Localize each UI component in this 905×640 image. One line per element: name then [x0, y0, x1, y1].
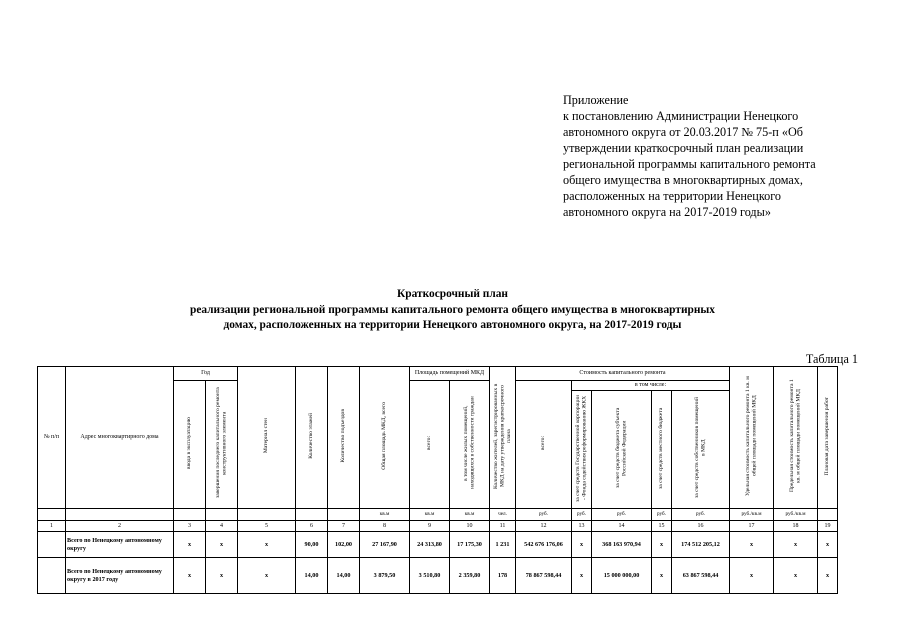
unit-cell: кв.м [410, 509, 450, 521]
unit-cell [66, 509, 174, 521]
appendix-line: общего имущества в многоквартирных домах, [563, 173, 803, 187]
header-num: № п/п [38, 367, 66, 509]
column-number: 14 [592, 521, 652, 532]
column-number: 4 [206, 521, 238, 532]
cell: 78 867 598,44 [516, 558, 572, 594]
appendix-line: автономного округа на 2017-2019 годы» [563, 205, 771, 219]
cell: x [174, 532, 206, 558]
cell: 3 879,50 [360, 558, 410, 594]
cell: 368 163 970,94 [592, 532, 652, 558]
cell: 14,00 [328, 558, 360, 594]
cell: x [730, 532, 774, 558]
unit-cell: руб. [516, 509, 572, 521]
header-cost-regional: за счет средств бюджета субъекта Российской Федерации [592, 391, 652, 509]
unit-cell [206, 509, 238, 521]
title-line-3: домах, расположенных на территории Ненецкого автономного округа, на 2017-2019 годы [223, 319, 682, 331]
header-cost-fund: за счет средств Государственной корпорации - Фонда содействия реформированию ЖКХ [572, 391, 592, 509]
table-row [38, 558, 838, 594]
cell-address: Всего по Ненецкому автономному округу в 2017 году [66, 558, 174, 594]
unit-cell [818, 509, 838, 521]
header-entrances: Количество подъездов [328, 367, 360, 509]
column-number: 19 [818, 521, 838, 532]
header-premises-total: всего: [410, 381, 450, 509]
cell: x [818, 532, 838, 558]
column-number: 2 [66, 521, 174, 532]
unit-cell [238, 509, 296, 521]
cell: x [206, 558, 238, 594]
appendix-line: к постановлению Администрации Ненецкого [563, 109, 799, 123]
column-number: 16 [672, 521, 730, 532]
column-number: 1 [38, 521, 66, 532]
header-cost-group: Стоимость капитального ремонта [516, 367, 730, 381]
cell: 1 231 [490, 532, 516, 558]
column-number: 7 [328, 521, 360, 532]
header-cost-local: за счет средств местного бюджета [652, 391, 672, 509]
appendix-line: утверждении краткосрочный план реализации [563, 141, 804, 155]
header-premises-citizens: в том числе жилых помещений, находящихся в собственности граждан [450, 381, 490, 509]
column-number: 13 [572, 521, 592, 532]
cell: x [730, 558, 774, 594]
header-total-area: Общая площадь МКД, всего [360, 367, 410, 509]
header-deadline: Плановая дата завершения работ [818, 367, 838, 509]
unit-cell: руб. [652, 509, 672, 521]
column-number: 10 [450, 521, 490, 532]
cell: x [652, 558, 672, 594]
cell-address: Всего по Ненецкому автономному округу [66, 532, 174, 558]
unit-cell: руб. [572, 509, 592, 521]
unit-cell: чел. [490, 509, 516, 521]
cell: 27 167,90 [360, 532, 410, 558]
unit-cell: руб./кв.м [730, 509, 774, 521]
cell: 15 000 000,00 [592, 558, 652, 594]
unit-cell [174, 509, 206, 521]
unit-cell: руб./кв.м [774, 509, 818, 521]
appendix-block [563, 92, 883, 220]
appendix-line: расположенных на территории Ненецкого [563, 189, 781, 203]
cell: x [206, 532, 238, 558]
header-year-group: Год [174, 367, 238, 381]
table-label: Таблица 1 [805, 352, 858, 366]
cell: x [572, 532, 592, 558]
column-number: 5 [238, 521, 296, 532]
cell: 17 175,30 [450, 532, 490, 558]
header-unit-cost: Удельная стоимость капитального ремонта 1 кв. м общей площади помещений МКД [730, 367, 774, 509]
cell: x [774, 532, 818, 558]
cell: 14,00 [296, 558, 328, 594]
cell: 3 510,80 [410, 558, 450, 594]
column-number: 15 [652, 521, 672, 532]
header-year-last-repair: завершения последнего капитального ремонта конструктивного элемента [206, 381, 238, 509]
column-number: 3 [174, 521, 206, 532]
document-title [60, 287, 845, 334]
header-residents: Количество жителей, зарегистрированных в МКД на дату утверждения краткосрочного плана [490, 367, 516, 509]
unit-cell: кв.м [360, 509, 410, 521]
cell: x [818, 558, 838, 594]
units-row [38, 509, 838, 521]
plan-table [37, 366, 838, 594]
title-line-2: реализации региональной программы капитального ремонта общего имущества в многоквартирных [189, 303, 715, 316]
title-line-1: Краткосрочный план [397, 288, 508, 300]
header-cost-including: в том числе: [572, 381, 730, 391]
appendix-line: Приложение [563, 93, 629, 107]
cell: x [652, 532, 672, 558]
cell: x [238, 532, 296, 558]
header-year-commission: ввода в эксплуатацию [174, 381, 206, 509]
cell: x [174, 558, 206, 594]
column-number: 12 [516, 521, 572, 532]
unit-cell: руб. [672, 509, 730, 521]
cell [38, 532, 66, 558]
column-number: 11 [490, 521, 516, 532]
unit-cell [328, 509, 360, 521]
unit-cell: руб. [592, 509, 652, 521]
column-number: 6 [296, 521, 328, 532]
cell: x [572, 558, 592, 594]
header-cost-total: всего: [516, 381, 572, 509]
column-number: 9 [410, 521, 450, 532]
header-floors: Количество этажей [296, 367, 328, 509]
cell: 2 359,80 [450, 558, 490, 594]
column-number: 18 [774, 521, 818, 532]
cell [38, 558, 66, 594]
unit-cell [296, 509, 328, 521]
cell: x [774, 558, 818, 594]
cell: 102,00 [328, 532, 360, 558]
header-wall-material: Материал стен [238, 367, 296, 509]
cell: 174 512 205,12 [672, 532, 730, 558]
header-premises-group: Площадь помещений МКД [410, 367, 490, 381]
cell: 90,00 [296, 532, 328, 558]
column-numbers-row [38, 521, 838, 532]
column-number: 8 [360, 521, 410, 532]
cell: 178 [490, 558, 516, 594]
cell: x [238, 558, 296, 594]
unit-cell [38, 509, 66, 521]
column-number: 17 [730, 521, 774, 532]
header-limit-cost: Предельная стоимость капитального ремонта 1 кв. м общей площади помещений МКД [774, 367, 818, 509]
cell: 542 676 176,06 [516, 532, 572, 558]
appendix-line: региональной программы капитального ремонта [563, 157, 816, 171]
table-row [38, 532, 838, 558]
header-address: Адрес многоквартирного дома [66, 367, 174, 509]
unit-cell: кв.м [450, 509, 490, 521]
header-cost-owners: за счет средств собственников помещений в МКД [672, 391, 730, 509]
cell: 24 313,80 [410, 532, 450, 558]
cell: 63 867 598,44 [672, 558, 730, 594]
appendix-line: автономного округа от 20.03.2017 № 75-п «Об [563, 125, 803, 139]
